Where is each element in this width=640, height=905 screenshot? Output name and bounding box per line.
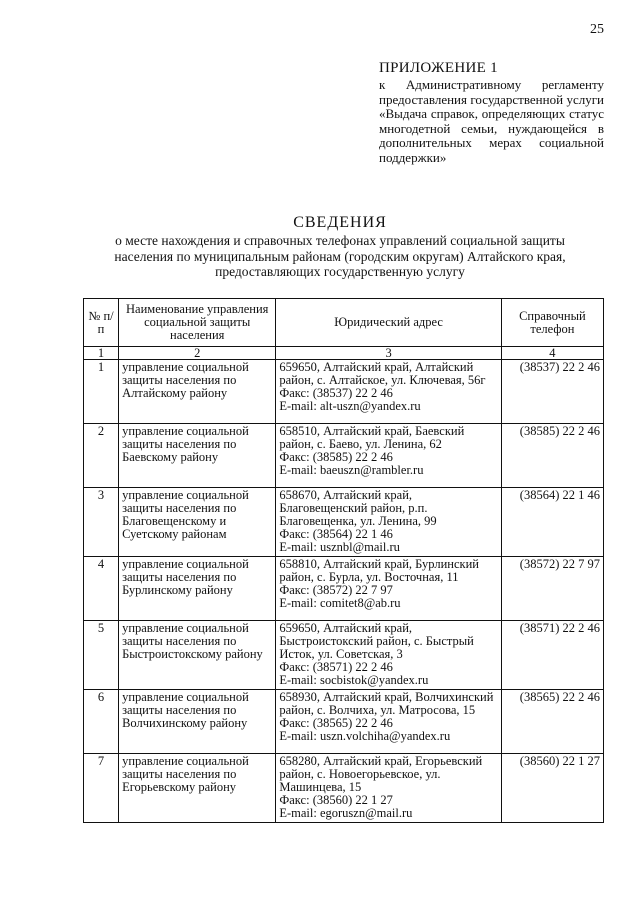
office-fax: Факс: (38565) 22 2 46 (279, 716, 393, 730)
table-body (84, 360, 604, 823)
office-name: управление социальной защиты населения по Благовещенскому и Суетскому районам (119, 488, 276, 557)
header-address: Юридический адрес (276, 299, 501, 347)
header-name: Наименование управления социальной защиты населения (119, 299, 276, 347)
office-email: E-mail: usznbl@mail.ru (279, 540, 400, 554)
table-row (84, 621, 604, 690)
table-row (84, 754, 604, 823)
row-number: 5 (84, 621, 119, 690)
office-phone: (38564) 22 1 46 (501, 488, 603, 557)
office-address: 659650, Алтайский край, Быстроистокский район, с. Быстрый Исток, ул. Советская, 3 (279, 621, 474, 661)
office-email: E-mail: comitet8@ab.ru (279, 596, 401, 610)
office-address: 658670, Алтайский край, Благовещенский район, р.п. Благовещенка, ул. Ленина, 99 (279, 488, 437, 528)
row-number: 4 (84, 557, 119, 621)
appendix-block (379, 60, 604, 165)
office-phone: (38537) 22 2 46 (501, 360, 603, 424)
office-name: управление социальной защиты населения по Быстроистокскому району (119, 621, 276, 690)
office-phone: (38565) 22 2 46 (501, 690, 603, 754)
table-row (84, 360, 604, 424)
office-name: управление социальной защиты населения по Волчихинскому району (119, 690, 276, 754)
header-phone: Справочный телефон (501, 299, 603, 347)
table-row (84, 557, 604, 621)
office-email: E-mail: uszn.volchiha@yandex.ru (279, 729, 451, 743)
row-number: 2 (84, 424, 119, 488)
column-number: 2 (119, 347, 276, 360)
appendix-title: ПРИЛОЖЕНИЕ 1 (379, 60, 498, 76)
office-address-cell (276, 690, 501, 754)
office-email: E-mail: socbistok@yandex.ru (279, 673, 429, 687)
header-num: № п/п (84, 299, 119, 347)
document-heading (90, 214, 590, 280)
table-row (84, 424, 604, 488)
office-address: 658930, Алтайский край, Волчихинский район, с. Волчиха, ул. Матросова, 15 (279, 690, 494, 717)
row-number: 6 (84, 690, 119, 754)
office-name: управление социальной защиты населения по Егорьевскому району (119, 754, 276, 823)
office-address: 658810, Алтайский край, Бурлинский район, с. Бурла, ул. Восточная, 11 (279, 557, 479, 584)
office-fax: Факс: (38537) 22 2 46 (279, 386, 393, 400)
office-fax: Факс: (38572) 22 7 97 (279, 583, 393, 597)
row-number: 3 (84, 488, 119, 557)
column-number: 1 (84, 347, 119, 360)
office-address-cell (276, 557, 501, 621)
office-address-cell (276, 360, 501, 424)
office-address-cell (276, 754, 501, 823)
office-fax: Факс: (38564) 22 1 46 (279, 527, 393, 541)
row-number: 1 (84, 360, 119, 424)
office-phone: (38585) 22 2 46 (501, 424, 603, 488)
row-number: 7 (84, 754, 119, 823)
office-email: E-mail: baeuszn@rambler.ru (279, 463, 424, 477)
office-name: управление социальной защиты населения по Баевскому району (119, 424, 276, 488)
office-email: E-mail: alt-uszn@yandex.ru (279, 399, 421, 413)
office-address: 658510, Алтайский край, Баевский район, с. Баево, ул. Ленина, 62 (279, 424, 465, 451)
office-phone: (38560) 22 1 27 (501, 754, 603, 823)
page-number: 25 (590, 22, 604, 37)
column-number-row (84, 347, 604, 360)
heading-title: СВЕДЕНИЯ (293, 214, 387, 231)
office-fax: Факс: (38585) 22 2 46 (279, 450, 393, 464)
office-email: E-mail: egoruszn@mail.ru (279, 806, 413, 820)
office-phone: (38571) 22 2 46 (501, 621, 603, 690)
office-name: управление социальной защиты населения по Алтайскому району (119, 360, 276, 424)
offices-table (83, 298, 604, 823)
office-address-cell (276, 621, 501, 690)
column-number: 3 (276, 347, 501, 360)
office-phone: (38572) 22 7 97 (501, 557, 603, 621)
heading-subtitle: о месте нахождения и справочных телефонах управлений социальной защиты населения по муниципальным районам (городским округам) Алтайского края, предоставляющих государственную услугу (114, 233, 566, 279)
table-header-row (84, 299, 604, 347)
column-number: 4 (501, 347, 603, 360)
table-row (84, 488, 604, 557)
office-name: управление социальной защиты населения по Бурлинскому району (119, 557, 276, 621)
office-address: 659650, Алтайский край, Алтайский район, с. Алтайское, ул. Ключевая, 56г (279, 360, 486, 387)
office-fax: Факс: (38571) 22 2 46 (279, 660, 393, 674)
office-fax: Факс: (38560) 22 1 27 (279, 793, 393, 807)
office-address: 658280, Алтайский край, Егорьевский район, с. Новоегорьевское, ул. Машинцева, 15 (279, 754, 483, 794)
office-address-cell (276, 488, 501, 557)
appendix-text: к Административному регламенту предоставления государственной услуги «Выдача справок, определяющих статус многодетной семьи, нуждающейся в дополнительных мерах социальной поддержки» (379, 77, 604, 165)
table-row (84, 690, 604, 754)
office-address-cell (276, 424, 501, 488)
